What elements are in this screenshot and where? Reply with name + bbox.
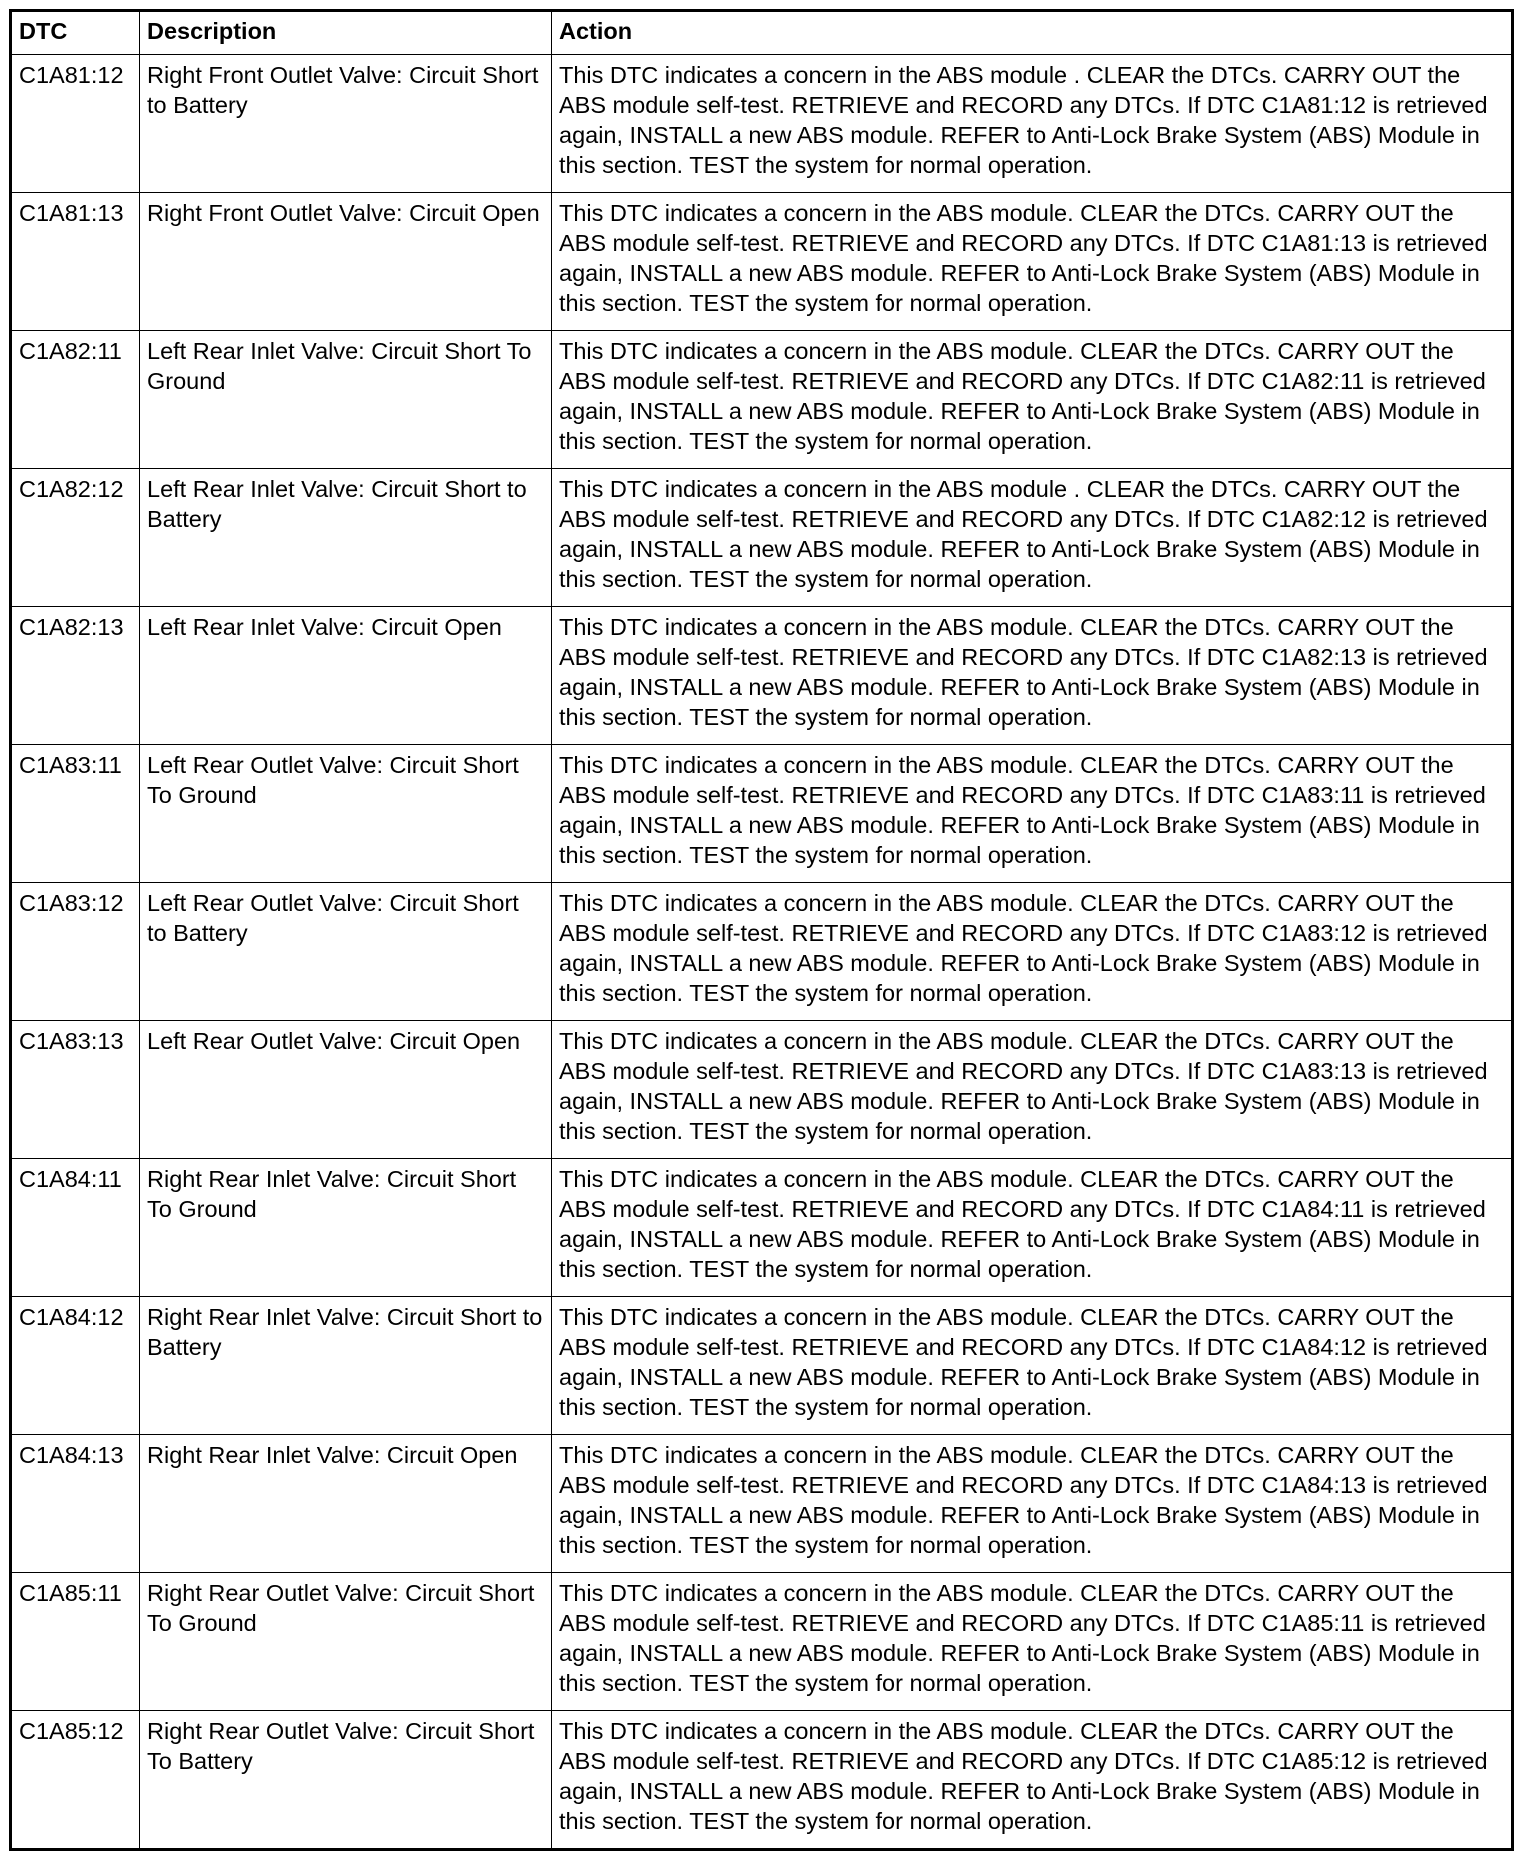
dtc-code-cell: C1A84:11: [11, 1159, 140, 1297]
table-body: [11, 55, 1513, 1850]
table-row: [11, 1021, 1513, 1159]
dtc-table: [9, 9, 1514, 1851]
dtc-code-cell: C1A85:12: [11, 1711, 140, 1850]
table-header-row: [11, 11, 1513, 55]
description-cell: Right Front Outlet Valve: Circuit Short to Battery: [140, 55, 552, 193]
table-row: [11, 193, 1513, 331]
description-cell: Left Rear Outlet Valve: Circuit Short To Ground: [140, 745, 552, 883]
table-row: [11, 883, 1513, 1021]
description-cell: Left Rear Outlet Valve: Circuit Open: [140, 1021, 552, 1159]
action-cell: This DTC indicates a concern in the ABS module. CLEAR the DTCs. CARRY OUT the ABS module self-test. RETRIEVE and RECORD any DTCs. If DTC C1A82:13 is retrieved again, INSTALL a new ABS module. REFER to Anti-Lock Brake System (ABS) Module in this section. TEST the system for normal operation.: [552, 607, 1513, 745]
header-dtc: DTC: [11, 11, 140, 55]
dtc-code-cell: C1A85:11: [11, 1573, 140, 1711]
dtc-code-cell: C1A84:12: [11, 1297, 140, 1435]
table-row: [11, 469, 1513, 607]
action-cell: This DTC indicates a concern in the ABS module. CLEAR the DTCs. CARRY OUT the ABS module self-test. RETRIEVE and RECORD any DTCs. If DTC C1A84:13 is retrieved again, INSTALL a new ABS module. REFER to Anti-Lock Brake System (ABS) Module in this section. TEST the system for normal operation.: [552, 1435, 1513, 1573]
dtc-code-cell: C1A81:12: [11, 55, 140, 193]
table-row: [11, 607, 1513, 745]
table-row: [11, 1435, 1513, 1573]
dtc-code-cell: C1A83:13: [11, 1021, 140, 1159]
dtc-code-cell: C1A82:13: [11, 607, 140, 745]
table-row: [11, 1297, 1513, 1435]
action-cell: This DTC indicates a concern in the ABS module. CLEAR the DTCs. CARRY OUT the ABS module self-test. RETRIEVE and RECORD any DTCs. If DTC C1A83:11 is retrieved again, INSTALL a new ABS module. REFER to Anti-Lock Brake System (ABS) Module in this section. TEST the system for normal operation.: [552, 745, 1513, 883]
description-cell: Left Rear Inlet Valve: Circuit Short To Ground: [140, 331, 552, 469]
action-cell: This DTC indicates a concern in the ABS module . CLEAR the DTCs. CARRY OUT the ABS module self-test. RETRIEVE and RECORD any DTCs. If DTC C1A81:12 is retrieved again, INSTALL a new ABS module. REFER to Anti-Lock Brake System (ABS) Module in this section. TEST the system for normal operation.: [552, 55, 1513, 193]
action-cell: This DTC indicates a concern in the ABS module. CLEAR the DTCs. CARRY OUT the ABS module self-test. RETRIEVE and RECORD any DTCs. If DTC C1A81:13 is retrieved again, INSTALL a new ABS module. REFER to Anti-Lock Brake System (ABS) Module in this section. TEST the system for normal operation.: [552, 193, 1513, 331]
action-cell: This DTC indicates a concern in the ABS module. CLEAR the DTCs. CARRY OUT the ABS module self-test. RETRIEVE and RECORD any DTCs. If DTC C1A85:12 is retrieved again, INSTALL a new ABS module. REFER to Anti-Lock Brake System (ABS) Module in this section. TEST the system for normal operation.: [552, 1711, 1513, 1850]
dtc-code-cell: C1A83:12: [11, 883, 140, 1021]
action-cell: This DTC indicates a concern in the ABS module. CLEAR the DTCs. CARRY OUT the ABS module self-test. RETRIEVE and RECORD any DTCs. If DTC C1A84:11 is retrieved again, INSTALL a new ABS module. REFER to Anti-Lock Brake System (ABS) Module in this section. TEST the system for normal operation.: [552, 1159, 1513, 1297]
action-cell: This DTC indicates a concern in the ABS module. CLEAR the DTCs. CARRY OUT the ABS module self-test. RETRIEVE and RECORD any DTCs. If DTC C1A82:11 is retrieved again, INSTALL a new ABS module. REFER to Anti-Lock Brake System (ABS) Module in this section. TEST the system for normal operation.: [552, 331, 1513, 469]
dtc-code-cell: C1A82:12: [11, 469, 140, 607]
description-cell: Left Rear Inlet Valve: Circuit Open: [140, 607, 552, 745]
description-cell: Right Front Outlet Valve: Circuit Open: [140, 193, 552, 331]
dtc-code-cell: C1A81:13: [11, 193, 140, 331]
description-cell: Right Rear Outlet Valve: Circuit Short To Battery: [140, 1711, 552, 1850]
description-cell: Right Rear Inlet Valve: Circuit Short to Battery: [140, 1297, 552, 1435]
action-cell: This DTC indicates a concern in the ABS module. CLEAR the DTCs. CARRY OUT the ABS module self-test. RETRIEVE and RECORD any DTCs. If DTC C1A84:12 is retrieved again, INSTALL a new ABS module. REFER to Anti-Lock Brake System (ABS) Module in this section. TEST the system for normal operation.: [552, 1297, 1513, 1435]
description-cell: Right Rear Outlet Valve: Circuit Short To Ground: [140, 1573, 552, 1711]
table-row: [11, 1159, 1513, 1297]
action-cell: This DTC indicates a concern in the ABS module. CLEAR the DTCs. CARRY OUT the ABS module self-test. RETRIEVE and RECORD any DTCs. If DTC C1A85:11 is retrieved again, INSTALL a new ABS module. REFER to Anti-Lock Brake System (ABS) Module in this section. TEST the system for normal operation.: [552, 1573, 1513, 1711]
description-cell: Left Rear Outlet Valve: Circuit Short to Battery: [140, 883, 552, 1021]
dtc-code-cell: C1A82:11: [11, 331, 140, 469]
action-cell: This DTC indicates a concern in the ABS module. CLEAR the DTCs. CARRY OUT the ABS module self-test. RETRIEVE and RECORD any DTCs. If DTC C1A83:12 is retrieved again, INSTALL a new ABS module. REFER to Anti-Lock Brake System (ABS) Module in this section. TEST the system for normal operation.: [552, 883, 1513, 1021]
table-row: [11, 745, 1513, 883]
dtc-code-cell: C1A84:13: [11, 1435, 140, 1573]
header-description: Description: [140, 11, 552, 55]
description-cell: Right Rear Inlet Valve: Circuit Short To Ground: [140, 1159, 552, 1297]
table-row: [11, 331, 1513, 469]
action-cell: This DTC indicates a concern in the ABS module . CLEAR the DTCs. CARRY OUT the ABS module self-test. RETRIEVE and RECORD any DTCs. If DTC C1A82:12 is retrieved again, INSTALL a new ABS module. REFER to Anti-Lock Brake System (ABS) Module in this section. TEST the system for normal operation.: [552, 469, 1513, 607]
description-cell: Left Rear Inlet Valve: Circuit Short to Battery: [140, 469, 552, 607]
table-row: [11, 1711, 1513, 1850]
action-cell: This DTC indicates a concern in the ABS module. CLEAR the DTCs. CARRY OUT the ABS module self-test. RETRIEVE and RECORD any DTCs. If DTC C1A83:13 is retrieved again, INSTALL a new ABS module. REFER to Anti-Lock Brake System (ABS) Module in this section. TEST the system for normal operation.: [552, 1021, 1513, 1159]
dtc-code-cell: C1A83:11: [11, 745, 140, 883]
table-row: [11, 1573, 1513, 1711]
description-cell: Right Rear Inlet Valve: Circuit Open: [140, 1435, 552, 1573]
table-row: [11, 55, 1513, 193]
header-action: Action: [552, 11, 1513, 55]
